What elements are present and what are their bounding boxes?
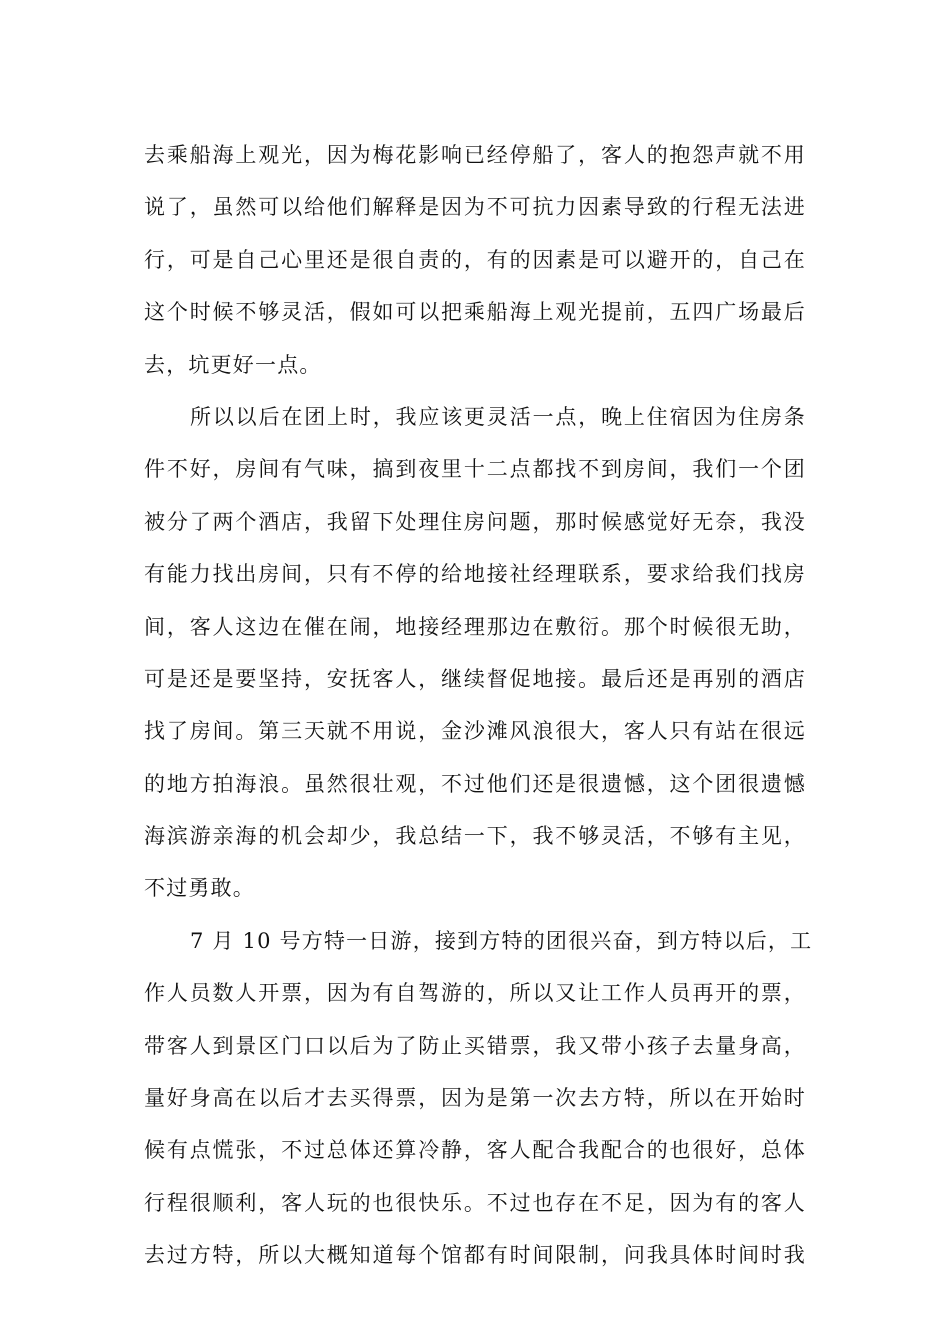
- text-line: 带客人到景区门口以后为了防止买错票，我又带小孩子去量身高，: [144, 1033, 806, 1058]
- text-line: 间，客人这边在催在闹，地接经理那边在敷衍。那个时候很无助，: [144, 614, 806, 639]
- text-line: 可是还是要坚持，安抚客人，继续督促地接。最后还是再别的酒店: [144, 666, 806, 691]
- text-line: 行程很顺利，客人玩的也很快乐。不过也存在不足，因为有的客人: [144, 1190, 806, 1215]
- text-line: 被分了两个酒店，我留下处理住房问题，那时候感觉好无奈，我没: [144, 509, 806, 534]
- document-body: [144, 129, 813, 1282]
- text-line: 有能力找出房间，只有不停的给地接社经理联系，要求给我们找房: [144, 562, 806, 587]
- text-line: 去过方特，所以大概知道每个馆都有时间限制，问我具体时间时我: [144, 1243, 806, 1268]
- text-line: 行，可是自己心里还是很自责的，有的因素是可以避开的，自己在: [144, 247, 806, 272]
- text-line: 7 月 10 号方特一日游，接到方特的团很兴奋，到方特以后，工: [190, 928, 813, 953]
- text-line: 说了，虽然可以给他们解释是因为不可抗力因素导致的行程无法进: [144, 195, 806, 220]
- text-line: 不过勇敢。: [144, 876, 255, 901]
- text-line: 去，坑更好一点。: [144, 352, 322, 377]
- paragraph: [144, 391, 806, 915]
- text-line: 所以以后在团上时，我应该更灵活一点，晚上住宿因为住房条: [190, 404, 806, 429]
- text-line: 这个时候不够灵活，假如可以把乘船海上观光提前，五四广场最后: [144, 300, 806, 325]
- text-line: 候有点慌张，不过总体还算冷静，客人配合我配合的也很好，总体: [144, 1138, 806, 1163]
- text-line: 去乘船海上观光，因为梅花影响已经停船了，客人的抱怨声就不用: [144, 143, 806, 167]
- paragraph: [144, 129, 806, 391]
- text-line: 找了房间。第三天就不用说，金沙滩风浪很大，客人只有站在很远: [144, 719, 806, 744]
- text-line: 海滨游亲海的机会却少，我总结一下，我不够灵活，不够有主见，: [144, 824, 806, 849]
- text-line: 的地方拍海浪。虽然很壮观，不过他们还是很遗憾，这个团很遗憾: [144, 771, 806, 796]
- text-line: 量好身高在以后才去买得票，因为是第一次去方特，所以在开始时: [144, 1086, 806, 1111]
- text-line: 作人员数人开票，因为有自驾游的，所以又让工作人员再开的票，: [144, 981, 806, 1006]
- text-line: 件不好，房间有气味，搞到夜里十二点都找不到房间，我们一个团: [144, 457, 806, 482]
- paragraph: [144, 915, 813, 1282]
